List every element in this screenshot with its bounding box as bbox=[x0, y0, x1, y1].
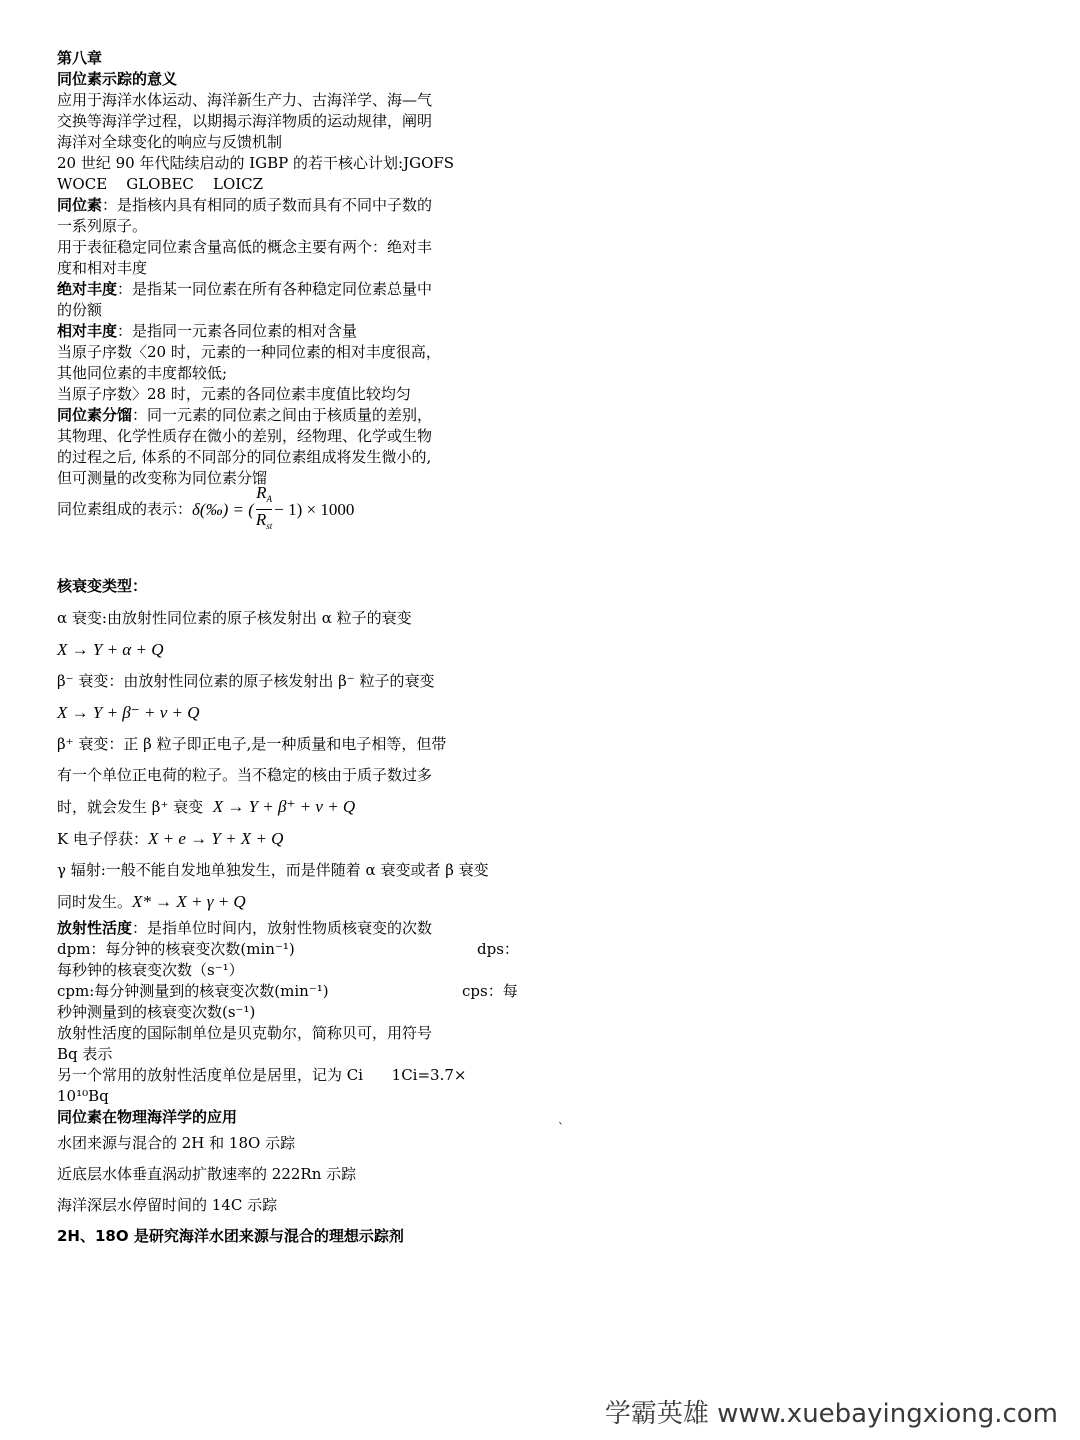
section-heading: 同位素在物理海洋学的应用 bbox=[57, 1108, 238, 1126]
ratio-numerator: R bbox=[256, 482, 267, 502]
gamma-radiation-line: 同时发生。X* → X + γ + Q bbox=[57, 892, 246, 911]
ratio-denominator: R bbox=[255, 509, 267, 529]
paragraph-line: 秒钟测量到的核衰变次数(s⁻¹) bbox=[57, 1003, 256, 1021]
definition-isotope bbox=[57, 195, 527, 216]
paragraph-line: 度和相对丰度 bbox=[57, 259, 148, 277]
list-item: 近底层水体垂直涡动扩散速率的 222Rn 示踪 bbox=[57, 1165, 357, 1183]
paragraph-line: β⁺ 衰变：正 β 粒子即正电子,是一种质量和电子相等，但带 bbox=[57, 735, 447, 753]
k-capture-line: K 电子俘获：X + e → Y + X + Q bbox=[57, 829, 284, 848]
paragraph-line: 有一个单位正电荷的粒子。当不稳定的核由于质子数过多 bbox=[57, 766, 433, 784]
paragraph-line: 但可测量的改变称为同位素分馏 bbox=[57, 469, 268, 487]
paragraph-line: Bq 表示 bbox=[57, 1045, 113, 1063]
delta-rhs: − 1) × 1000 bbox=[274, 499, 355, 519]
section-heading: 核衰变类型： bbox=[57, 577, 148, 595]
closing-statement: 2H、18O 是研究海洋水团来源与混合的理想示踪剂 bbox=[57, 1227, 404, 1245]
beta-minus-decay-equation: X → Y + β⁻ + ν + Q bbox=[57, 703, 200, 722]
term: 相对丰度 bbox=[57, 322, 118, 340]
paragraph-line: 的份额 bbox=[57, 301, 103, 319]
term: 同位素 bbox=[57, 196, 103, 214]
definition-text: ：是指单位时间内，放射性物质核衰变的次数 bbox=[132, 919, 433, 937]
definition-fractionation bbox=[57, 405, 527, 426]
paragraph-line: 用于表征稳定同位素含量高低的概念主要有两个：绝对丰 bbox=[57, 238, 433, 256]
beta-plus-equation: X → Y + β⁺ + ν + Q bbox=[212, 797, 356, 816]
stray-mark: ` bbox=[558, 1121, 564, 1135]
definition-activity bbox=[57, 918, 527, 939]
definition-relative-abundance bbox=[57, 321, 527, 342]
alpha-decay-equation: X → Y + α + Q bbox=[57, 640, 164, 659]
k-capture-equation: X + e → Y + X + Q bbox=[147, 829, 284, 848]
chapter-title: 第八章 bbox=[57, 49, 103, 67]
list-item: 海洋深层水停留时间的 14C 示踪 bbox=[57, 1196, 278, 1214]
section-heading: 同位素示踪的意义 bbox=[57, 70, 178, 88]
term: 绝对丰度 bbox=[57, 280, 118, 298]
paragraph-line: 交换等海洋学过程，以期揭示海洋物质的运动规律，阐明 bbox=[57, 112, 433, 130]
formula-label: 同位素组成的表示： bbox=[57, 499, 193, 518]
paragraph-line: 20 世纪 90 年代陆续启动的 IGBP 的若干核心计划:JGOFS bbox=[57, 154, 455, 172]
cpm-line: cpm:每分钟测量到的核衰变次数(min⁻¹) cps：每 bbox=[57, 982, 518, 1000]
paragraph-line: 另一个常用的放射性活度单位是居里，记为 Ci 1Ci=3.7× bbox=[57, 1066, 467, 1084]
gamma-equation: X* → X + γ + Q bbox=[132, 892, 246, 911]
paragraph-line: 的过程之后, 体系的不同部分的同位素组成将发生微小的, bbox=[57, 448, 432, 466]
dps-label: dps： bbox=[477, 940, 519, 958]
composition-formula-line bbox=[57, 482, 527, 531]
paragraph-line: 当原子序数〈20 时，元素的一种同位素的相对丰度很高， bbox=[57, 343, 441, 361]
ratio-fraction bbox=[256, 483, 272, 536]
definition-text: ：同一元素的同位素之间由于核质量的差别， bbox=[132, 406, 433, 424]
paragraph-line: 其他同位素的丰度都较低; bbox=[57, 364, 228, 382]
dpm-line: dpm：每分钟的核衰变次数(min⁻¹) dps： bbox=[57, 940, 519, 958]
paragraph-line: 放射性活度的国际制单位是贝克勒尔，简称贝可，用符号 bbox=[57, 1024, 433, 1042]
list-item: 水团来源与混合的 2H 和 18O 示踪 bbox=[57, 1134, 296, 1152]
beta-plus-decay-line: 时，就会发生 β⁺ 衰变 X → Y + β⁺ + ν + Q bbox=[57, 797, 356, 816]
definition-absolute-abundance bbox=[57, 279, 527, 300]
paragraph-line: 当原子序数〉28 时，元素的各同位素丰度值比较均匀 bbox=[57, 385, 411, 403]
definition-text: ：是指某一同位素在所有各种稳定同位素总量中 bbox=[117, 280, 433, 298]
paragraph-line: 应用于海洋水体运动、海洋新生产力、古海洋学、海—气 bbox=[57, 91, 433, 109]
watermark: 学霸英雄 www.xuebayingxiong.com bbox=[604, 1399, 1058, 1429]
paragraph-line: 每秒钟的核衰变次数（s⁻¹） bbox=[57, 961, 244, 979]
paragraph-line: WOCE GLOBEC LOICZ bbox=[57, 175, 264, 193]
paragraph-line: 一系列原子。 bbox=[57, 217, 148, 235]
delta-lhs: δ(‰) = ( bbox=[192, 499, 254, 519]
delta-formula bbox=[192, 483, 354, 536]
paragraph-line: 海洋对全球变化的响应与反馈机制 bbox=[57, 133, 283, 151]
paragraph-line: 其物理、化学性质存在微小的差别，经物理、化学或生物 bbox=[57, 427, 433, 445]
document-body bbox=[57, 48, 527, 1252]
beta-minus-decay-text: β⁻ 衰变：由放射性同位素的原子核发射出 β⁻ 粒子的衰变 bbox=[57, 672, 435, 690]
term: 同位素分馏 bbox=[57, 406, 133, 424]
ratio-numerator-sub: A bbox=[266, 493, 273, 504]
gamma-radiation-text: γ 辐射:一般不能自发地单独发生，而是伴随着 α 衰变或者 β 衰变 bbox=[57, 861, 489, 879]
spacer bbox=[57, 529, 527, 576]
ratio-denominator-sub: st bbox=[266, 520, 273, 531]
definition-text: ：是指核内具有相同的质子数而具有不同中子数的 bbox=[102, 196, 433, 214]
paragraph-line: 10¹⁰Bq bbox=[57, 1087, 109, 1105]
alpha-decay-text: α 衰变:由放射性同位素的原子核发射出 α 粒子的衰变 bbox=[57, 609, 412, 627]
definition-text: ：是指同一元素各同位素的相对含量 bbox=[117, 322, 358, 340]
term: 放射性活度 bbox=[57, 919, 133, 937]
cps-label: cps：每 bbox=[462, 982, 518, 1000]
